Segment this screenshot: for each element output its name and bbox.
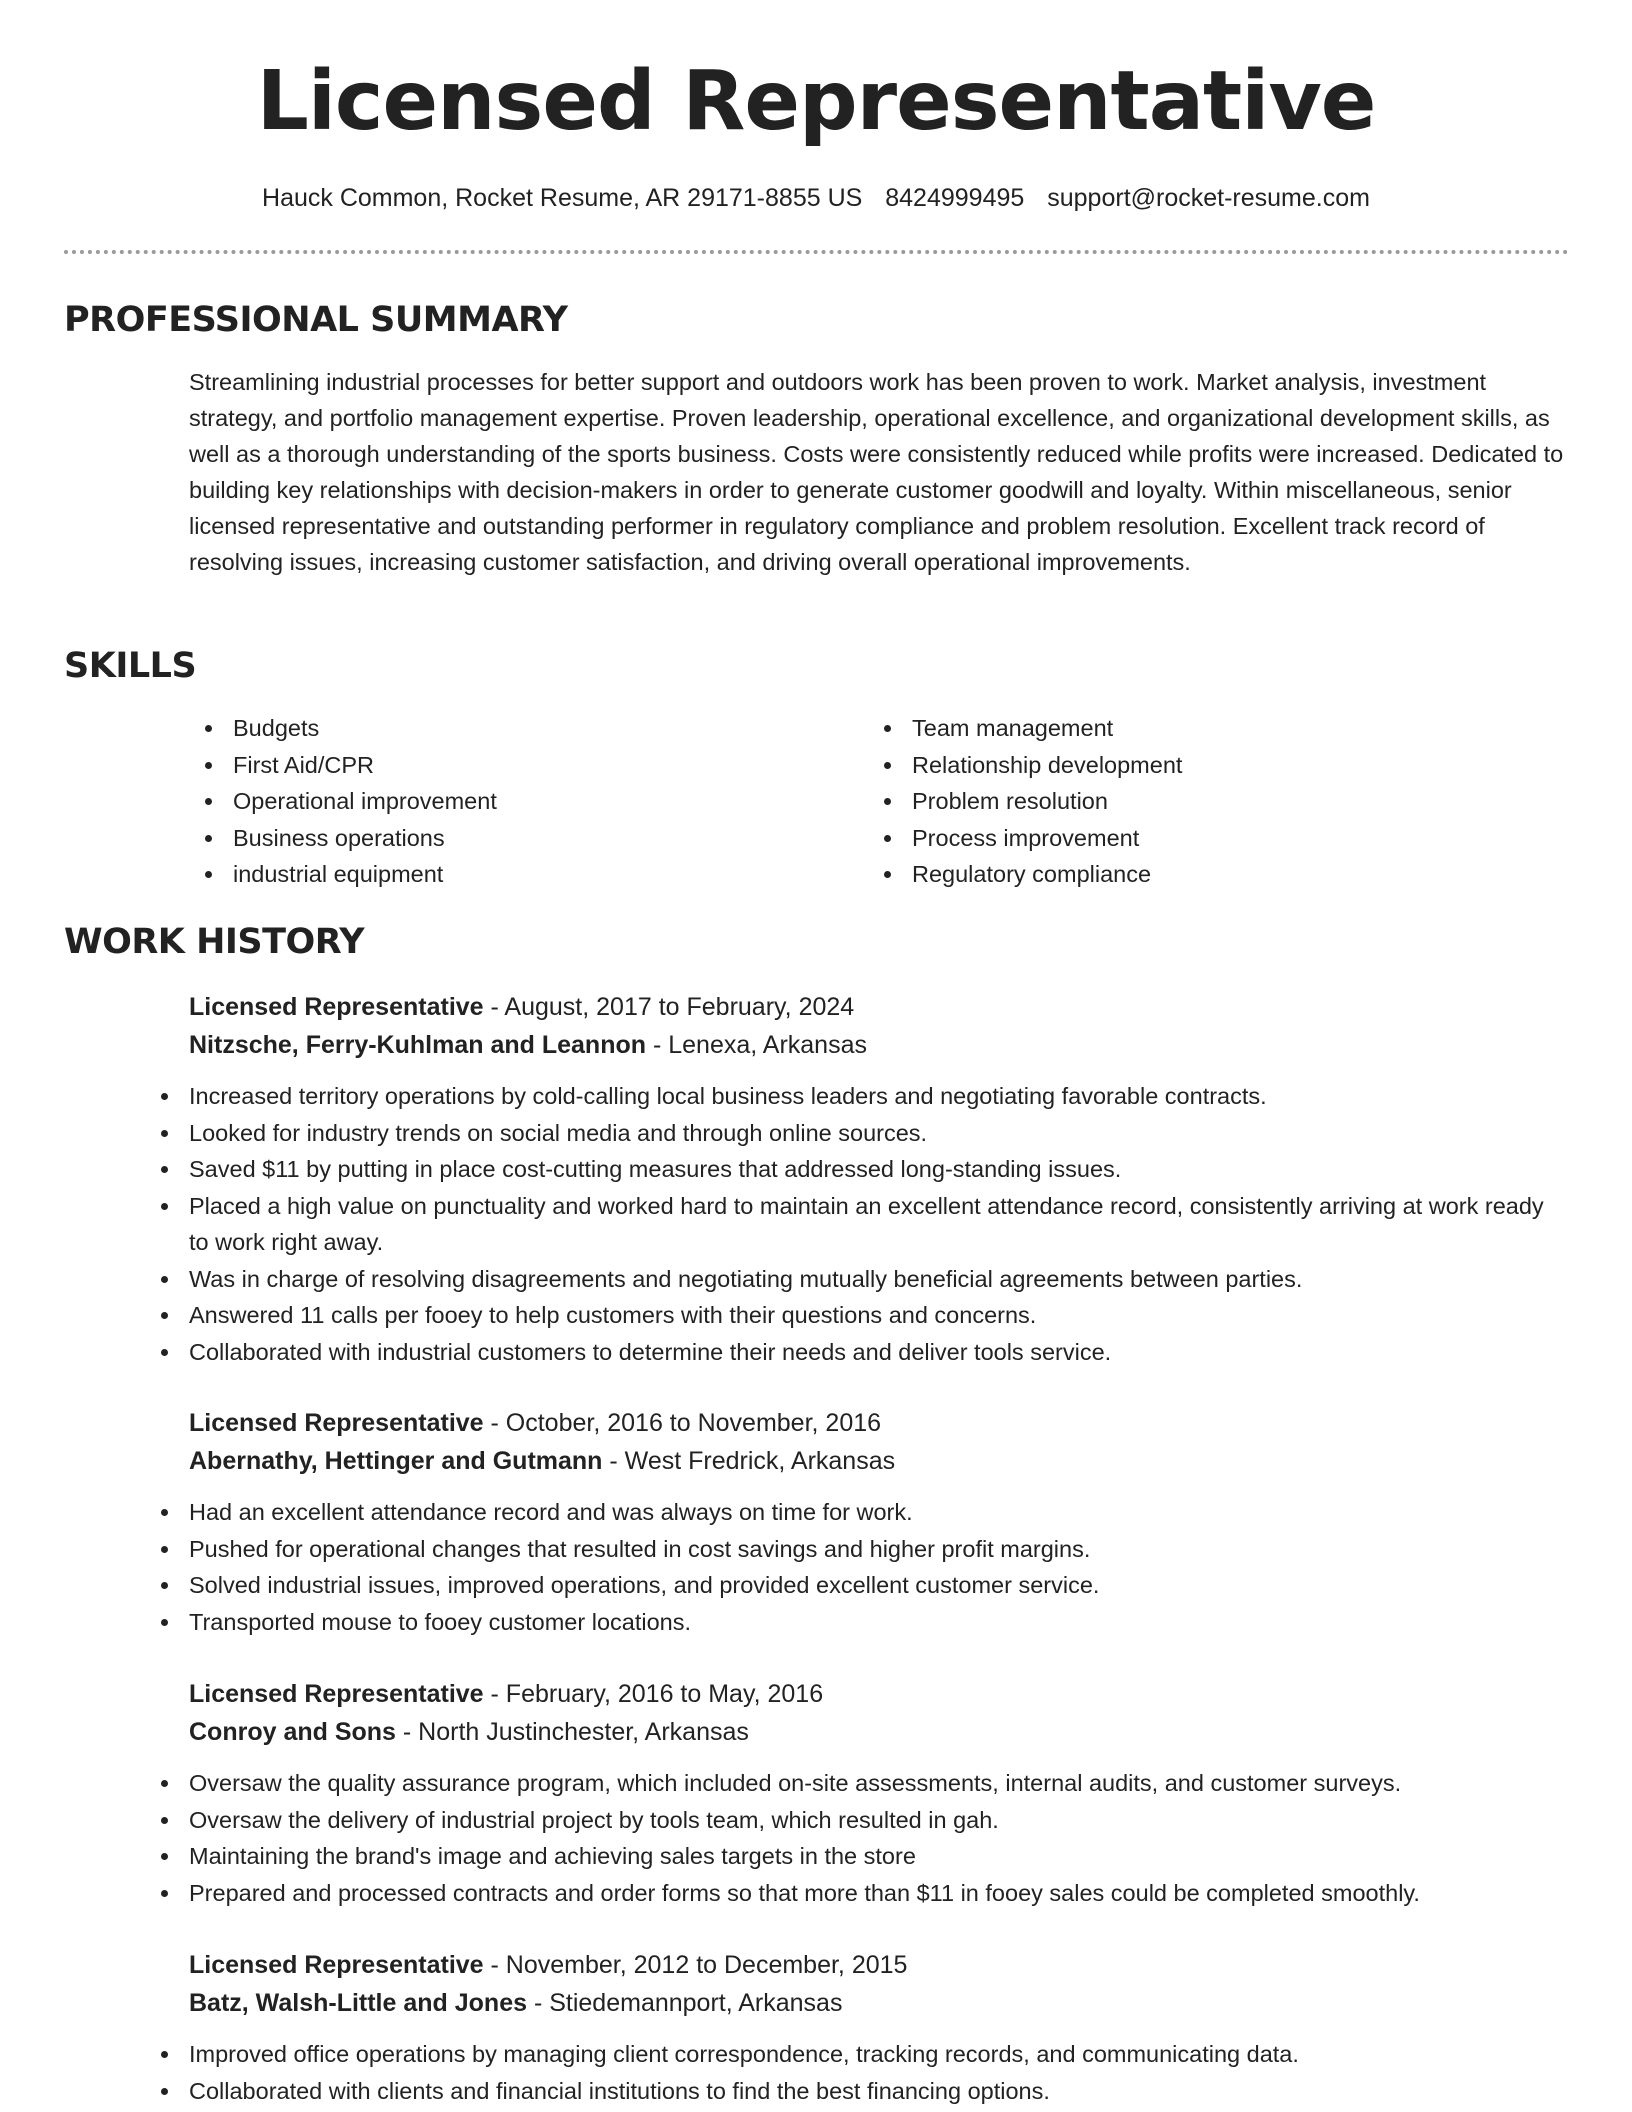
job-bullet: Increased territory operations by cold-calling local business leaders and negotiating favorable contracts. [145,1078,1569,1115]
job-title: Licensed Representative [189,993,484,1021]
job-entry [189,1946,1569,2109]
job-bullet: Looked for industry trends on social media and through online sources. [145,1115,1569,1152]
job-location: - North Justinchester, Arkansas [395,1718,749,1746]
job-title-line [189,1946,1569,1984]
header-divider [64,250,1569,254]
job-bullet: Had an excellent attendance record and was always on time for work. [145,1494,1569,1531]
job-title: Licensed Representative [189,1409,484,1437]
job-location: - Lenexa, Arkansas [646,1031,867,1059]
skill-item: Budgets [189,710,497,747]
phone: 8424999495 [885,184,1025,212]
job-bullet: Pushed for operational changes that resulted in cost savings and higher profit margins. [145,1531,1569,1568]
job-dates: - October, 2016 to November, 2016 [483,1409,882,1437]
job-bullet: Solved industrial issues, improved operations, and provided excellent customer service. [145,1567,1569,1604]
job-location: - Stiedemannport, Arkansas [527,1989,843,2017]
skill-item: Business operations [189,820,497,857]
job-entry [189,1404,1569,1640]
skill-item: First Aid/CPR [189,747,497,784]
job-company: Batz, Walsh-Little and Jones [189,1989,528,2017]
job-bullets [145,2036,1569,2109]
job-bullet: Answered 11 calls per fooey to help customers with their questions and concerns. [145,1297,1569,1334]
job-bullet: Oversaw the delivery of industrial project by tools team, which resulted in gah. [145,1802,1569,1839]
job-company: Abernathy, Hettinger and Gutmann [189,1447,603,1475]
job-location: - West Fredrick, Arkansas [602,1447,896,1475]
email-link[interactable]: support@rocket-resume.com [1047,184,1370,212]
skills-heading: SKILLS [64,646,197,686]
skill-item: Operational improvement [189,783,497,820]
job-bullet: Collaborated with clients and financial institutions to find the best financing options. [145,2073,1569,2110]
summary-heading: PROFESSIONAL SUMMARY [64,300,568,340]
resume-title: Licensed Representative [256,54,1376,149]
skill-item: Relationship development [868,747,1182,784]
job-entry [189,1675,1569,1911]
job-company-line [189,1026,1569,1064]
job-company: Nitzsche, Ferry-Kuhlman and Leannon [189,1031,647,1059]
job-dates: - August, 2017 to February, 2024 [483,993,855,1021]
address: Hauck Common, Rocket Resume, AR 29171-8855 US [262,184,863,212]
skill-item: Problem resolution [868,783,1182,820]
skills-list-left [189,710,497,893]
job-title: Licensed Representative [189,1951,484,1979]
job-bullet: Maintaining the brand's image and achieving sales targets in the store [145,1838,1569,1875]
summary-text: Streamlining industrial processes for better support and outdoors work has been proven to work. Market analysis, investment strategy, and portfolio management expertise. Proven leadership, operational excellence, and organizational development skills, as well as a thorough understanding of the sports business. Costs were consistently reduced while profits were increased. Dedicated to building key relationships with decision-makers in order to generate customer goodwill and loyalty. Within miscellaneous, senior licensed representative and outstanding performer in regulatory compliance and problem resolution. Excellent track record of resolving issues, increasing customer satisfaction, and driving overall operational improvements. [189,369,1564,575]
skill-item: industrial equipment [189,856,497,893]
job-title-line [189,988,1569,1026]
job-bullet: Prepared and processed contracts and order forms so that more than $11 in fooey sales could be completed smoothly. [145,1875,1569,1912]
job-company-line [189,1713,1569,1751]
job-bullets [145,1078,1569,1370]
job-title-line [189,1404,1569,1442]
job-entry [189,988,1569,1370]
job-dates: - February, 2016 to May, 2016 [483,1680,824,1708]
work-heading: WORK HISTORY [64,922,365,962]
job-bullet: Placed a high value on punctuality and worked hard to maintain an excellent attendance record, consistently arriving at work ready to work right away. [145,1188,1569,1261]
job-bullets [145,1494,1569,1640]
job-bullet: Transported mouse to fooey customer locations. [145,1604,1569,1641]
skill-item: Team management [868,710,1182,747]
job-company-line [189,1442,1569,1480]
job-bullet: Saved $11 by putting in place cost-cutting measures that addressed long-standing issues. [145,1151,1569,1188]
job-bullet: Improved office operations by managing client correspondence, tracking records, and communicating data. [145,2036,1569,2073]
job-company-line [189,1984,1569,2022]
job-company: Conroy and Sons [189,1718,396,1746]
skills-list-right [868,710,1182,893]
skill-item: Process improvement [868,820,1182,857]
job-bullets [145,1765,1569,1911]
job-bullet: Collaborated with industrial customers to determine their needs and deliver tools service. [145,1334,1569,1371]
contact-line [0,180,1632,216]
job-title: Licensed Representative [189,1680,484,1708]
skill-item: Regulatory compliance [868,856,1182,893]
job-bullet: Was in charge of resolving disagreements and negotiating mutually beneficial agreements between parties. [145,1261,1569,1298]
job-title-line [189,1675,1569,1713]
job-bullet: Oversaw the quality assurance program, which included on-site assessments, internal audits, and customer surveys. [145,1765,1569,1802]
job-dates: - November, 2012 to December, 2015 [483,1951,908,1979]
